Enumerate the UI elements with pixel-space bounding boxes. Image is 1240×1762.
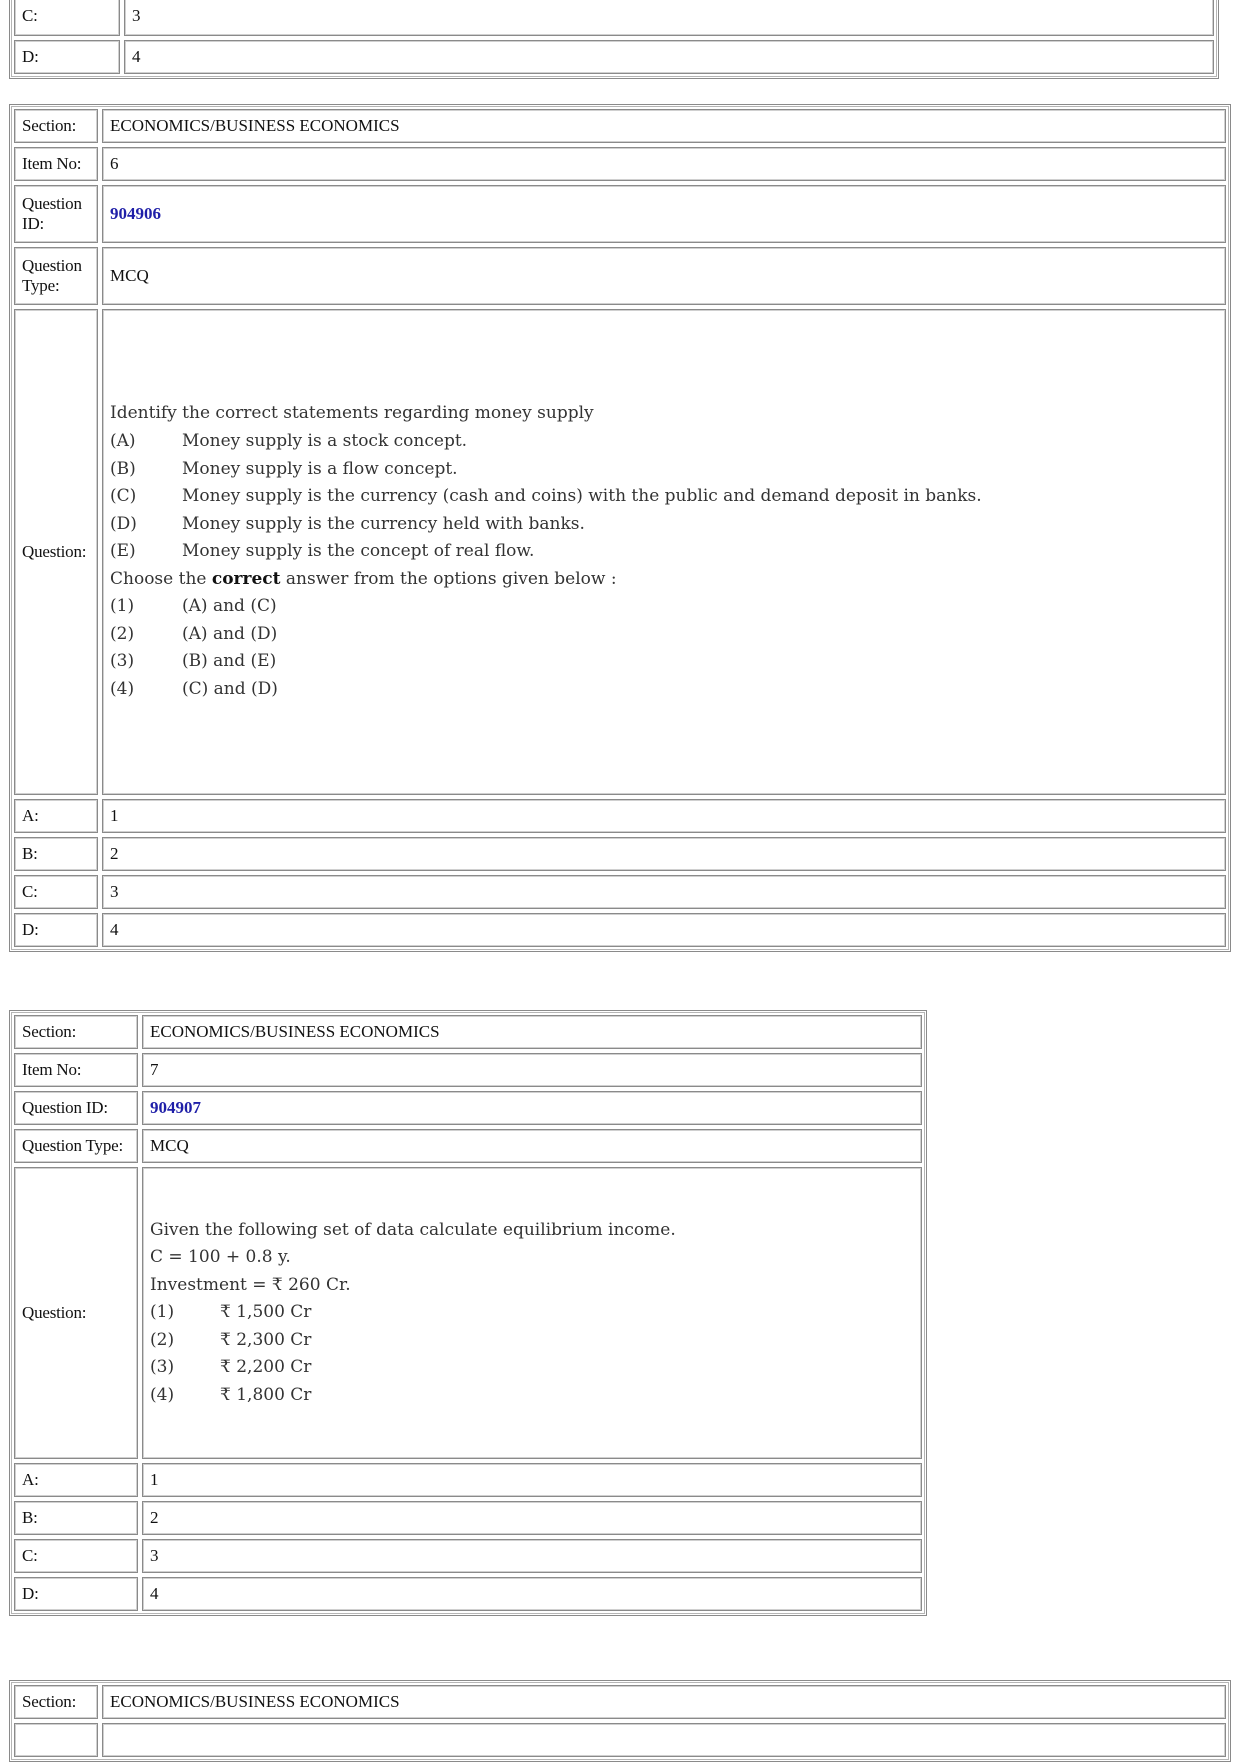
value-section: ECONOMICS/BUSINESS ECONOMICS — [142, 1015, 922, 1049]
value-question-type: MCQ — [142, 1129, 922, 1163]
value-question-id: 904907 — [142, 1091, 922, 1125]
label-question-type: Question Type: — [14, 1129, 138, 1163]
row-question-id — [14, 185, 1226, 243]
label-section: Section: — [14, 1015, 138, 1049]
statement-text: Money supply is the concept of real flow. — [182, 541, 535, 562]
choice-1 — [110, 597, 1218, 617]
value-question-type: MCQ — [102, 247, 1226, 305]
label-option-d: D: — [14, 40, 120, 74]
question-stem: Identify the correct statements regarding money supply — [110, 403, 594, 424]
choice-3 — [150, 1358, 914, 1378]
statement-text: Money supply is a flow concept. — [182, 458, 458, 479]
row-item-no — [14, 1723, 1226, 1757]
choice-tag: (3) — [150, 1357, 175, 1378]
statement-tag: (D) — [110, 513, 137, 534]
row-question — [14, 1167, 922, 1459]
statement-b — [110, 460, 1218, 480]
row-option-a — [14, 799, 1226, 833]
label-question-id: Question ID: — [14, 185, 98, 243]
question-table-item-8 — [9, 1680, 1231, 1762]
row-option-d — [14, 40, 1214, 74]
label-section: Section: — [14, 1685, 98, 1719]
value-item-no: 7 — [142, 1053, 922, 1087]
choice-text: ₹ 1,800 Cr — [220, 1384, 312, 1405]
label-option-b: B: — [14, 837, 98, 871]
statement-tag: (E) — [110, 541, 136, 562]
choice-tag: (2) — [150, 1329, 175, 1350]
label-option-a: A: — [14, 1463, 138, 1497]
choice-tag: (1) — [150, 1302, 175, 1323]
choice-tag: (4) — [110, 678, 135, 699]
value-option-d: 4 — [102, 913, 1226, 947]
choice-4 — [110, 680, 1218, 700]
row-option-d — [14, 913, 1226, 947]
label-item-no-partial — [14, 1723, 98, 1757]
statement-tag: (B) — [110, 458, 136, 479]
row-option-c — [14, 0, 1214, 36]
value-option-c: 3 — [124, 0, 1214, 36]
statement-tag: (A) — [110, 431, 136, 452]
choice-4 — [150, 1386, 914, 1406]
value-question-id: 904906 — [102, 185, 1226, 243]
question-line-1: Given the following set of data calculate equilibrium income. — [150, 1219, 676, 1240]
question-table-item-7 — [9, 1010, 927, 1616]
row-option-c — [14, 1539, 922, 1573]
label-question-type: Question Type: — [14, 247, 98, 305]
statement-tag: (C) — [110, 486, 137, 507]
row-option-b — [14, 837, 1226, 871]
row-option-d — [14, 1577, 922, 1611]
statement-text: Money supply is the currency (cash and coins) with the public and demand deposit in banks. — [182, 486, 982, 507]
choice-2 — [110, 625, 1218, 645]
value-option-d: 4 — [142, 1577, 922, 1611]
choice-text: ₹ 2,200 Cr — [220, 1357, 312, 1378]
row-question-type — [14, 247, 1226, 305]
row-option-a — [14, 1463, 922, 1497]
label-question-id: Question ID: — [14, 1091, 138, 1125]
value-option-c: 3 — [102, 875, 1226, 909]
question-body — [142, 1167, 922, 1459]
value-option-a: 1 — [102, 799, 1226, 833]
choice-2 — [150, 1331, 914, 1351]
value-item-no: 6 — [102, 147, 1226, 181]
question-table-item-6 — [9, 104, 1231, 952]
statement-d — [110, 515, 1218, 535]
label-option-c: C: — [14, 1539, 138, 1573]
value-option-c: 3 — [142, 1539, 922, 1573]
statement-a — [110, 432, 1218, 452]
value-option-a: 1 — [142, 1463, 922, 1497]
statement-c — [110, 487, 1218, 507]
label-item-no: Item No: — [14, 147, 98, 181]
row-question-id — [14, 1091, 922, 1125]
value-section: ECONOMICS/BUSINESS ECONOMICS — [102, 109, 1226, 143]
label-option-c: C: — [14, 875, 98, 909]
row-section — [14, 109, 1226, 143]
question-body — [102, 309, 1226, 795]
row-question-type — [14, 1129, 922, 1163]
question-table-prev — [9, 0, 1219, 79]
value-option-b: 2 — [142, 1501, 922, 1535]
row-section — [14, 1015, 922, 1049]
choice-text: ₹ 2,300 Cr — [220, 1329, 312, 1350]
label-option-c: C: — [14, 0, 120, 36]
choice-text: ₹ 1,500 Cr — [220, 1302, 312, 1323]
choice-tag: (3) — [110, 651, 135, 672]
statement-text: Money supply is a stock concept. — [182, 431, 468, 452]
question-line-2: C = 100 + 0.8 y. — [150, 1247, 291, 1268]
choice-text: (C) and (D) — [182, 678, 278, 699]
row-option-c — [14, 875, 1226, 909]
label-option-d: D: — [14, 1577, 138, 1611]
choice-3 — [110, 652, 1218, 672]
row-section — [14, 1685, 1226, 1719]
choice-text: (B) and (E) — [182, 651, 277, 672]
instruction-bold: correct — [211, 568, 281, 589]
label-option-d: D: — [14, 913, 98, 947]
choice-tag: (2) — [110, 623, 135, 644]
choice-text: (A) and (C) — [182, 596, 277, 617]
value-section: ECONOMICS/BUSINESS ECONOMICS — [102, 1685, 1226, 1719]
label-question: Question: — [14, 1167, 138, 1459]
choice-1 — [150, 1303, 914, 1323]
row-item-no — [14, 147, 1226, 181]
label-section: Section: — [14, 109, 98, 143]
value-option-d: 4 — [124, 40, 1214, 74]
row-item-no — [14, 1053, 922, 1087]
question-line-3: Investment = ₹ 260 Cr. — [150, 1274, 351, 1295]
choice-tag: (4) — [150, 1384, 175, 1405]
label-question: Question: — [14, 309, 98, 795]
choice-text: (A) and (D) — [182, 623, 278, 644]
row-option-b — [14, 1501, 922, 1535]
instruction-before: Choose the — [110, 568, 212, 589]
choice-tag: (1) — [110, 596, 135, 617]
label-option-b: B: — [14, 1501, 138, 1535]
statement-e — [110, 542, 1218, 562]
instruction-after: answer from the options given below : — [280, 568, 617, 589]
value-item-no-partial — [102, 1723, 1226, 1757]
row-question — [14, 309, 1226, 795]
label-option-a: A: — [14, 799, 98, 833]
label-item-no: Item No: — [14, 1053, 138, 1087]
statement-text: Money supply is the currency held with banks. — [182, 513, 585, 534]
question-instruction — [110, 570, 1218, 590]
value-option-b: 2 — [102, 837, 1226, 871]
